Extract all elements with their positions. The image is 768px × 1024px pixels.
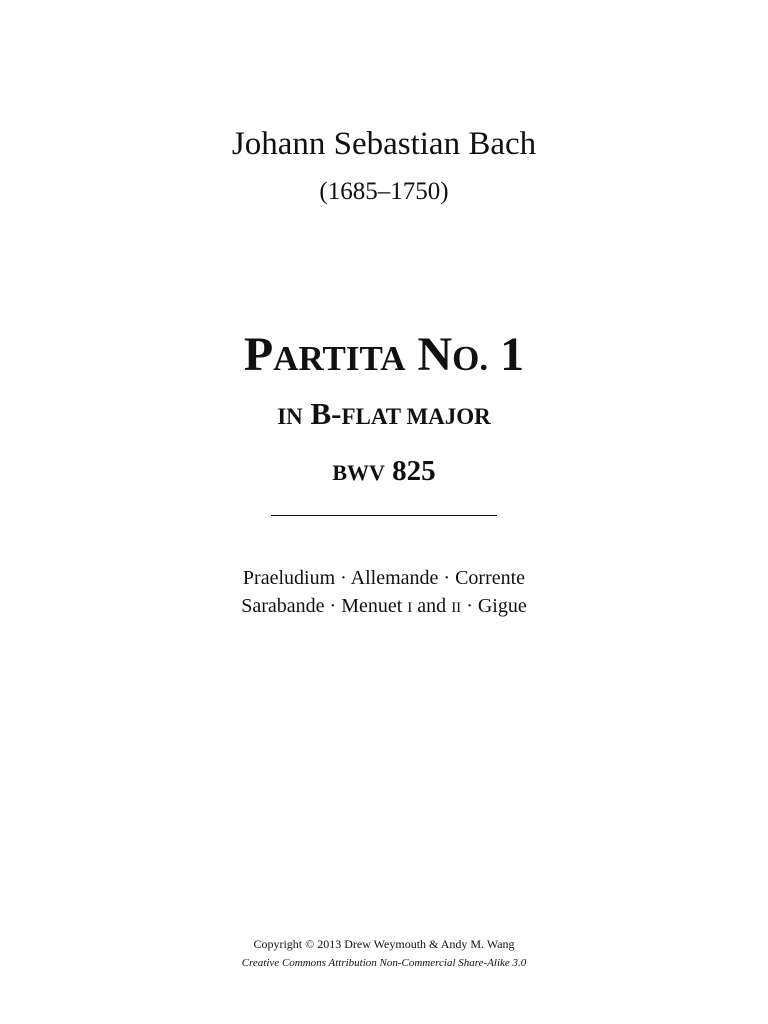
title-initial-p: P <box>243 328 274 381</box>
key-initial: B- <box>310 396 342 431</box>
movements-and: and <box>412 595 452 617</box>
catalog-number <box>0 452 768 492</box>
work-key <box>0 394 768 437</box>
movements-line-2-b: · Gigue <box>461 595 527 617</box>
title-number: 1 <box>500 328 525 381</box>
composer-dates: (1685–1750) <box>319 178 449 205</box>
movements-line-1: Praeludium · Allemande · Corrente <box>242 567 526 589</box>
copyright-notice: Copyright © 2013 Drew Weymouth & Andy M. Wang <box>253 937 515 951</box>
title-initial-n: N <box>417 328 453 381</box>
composer-name: Johann Sebastian Bach <box>231 126 537 162</box>
menuet-numeral-1: I <box>407 600 413 616</box>
license-notice: Creative Commons Attribution Non-Commercial Share-Alike 3.0 <box>241 957 527 969</box>
key-rest: FLAT MAJOR <box>341 404 491 429</box>
movements-line-2-a: Sarabande · Menuet <box>241 595 408 617</box>
title-rest-artita: ARTITA <box>273 339 406 378</box>
catalog-bwv: BWV <box>332 460 385 485</box>
title-rest-o: O. <box>452 339 489 378</box>
movements-line-2 <box>0 592 768 622</box>
menuet-numeral-2: II <box>451 600 462 616</box>
divider-rule <box>271 515 497 516</box>
work-title <box>0 326 768 388</box>
catalog-value: 825 <box>392 455 436 487</box>
key-in: IN <box>277 404 303 429</box>
